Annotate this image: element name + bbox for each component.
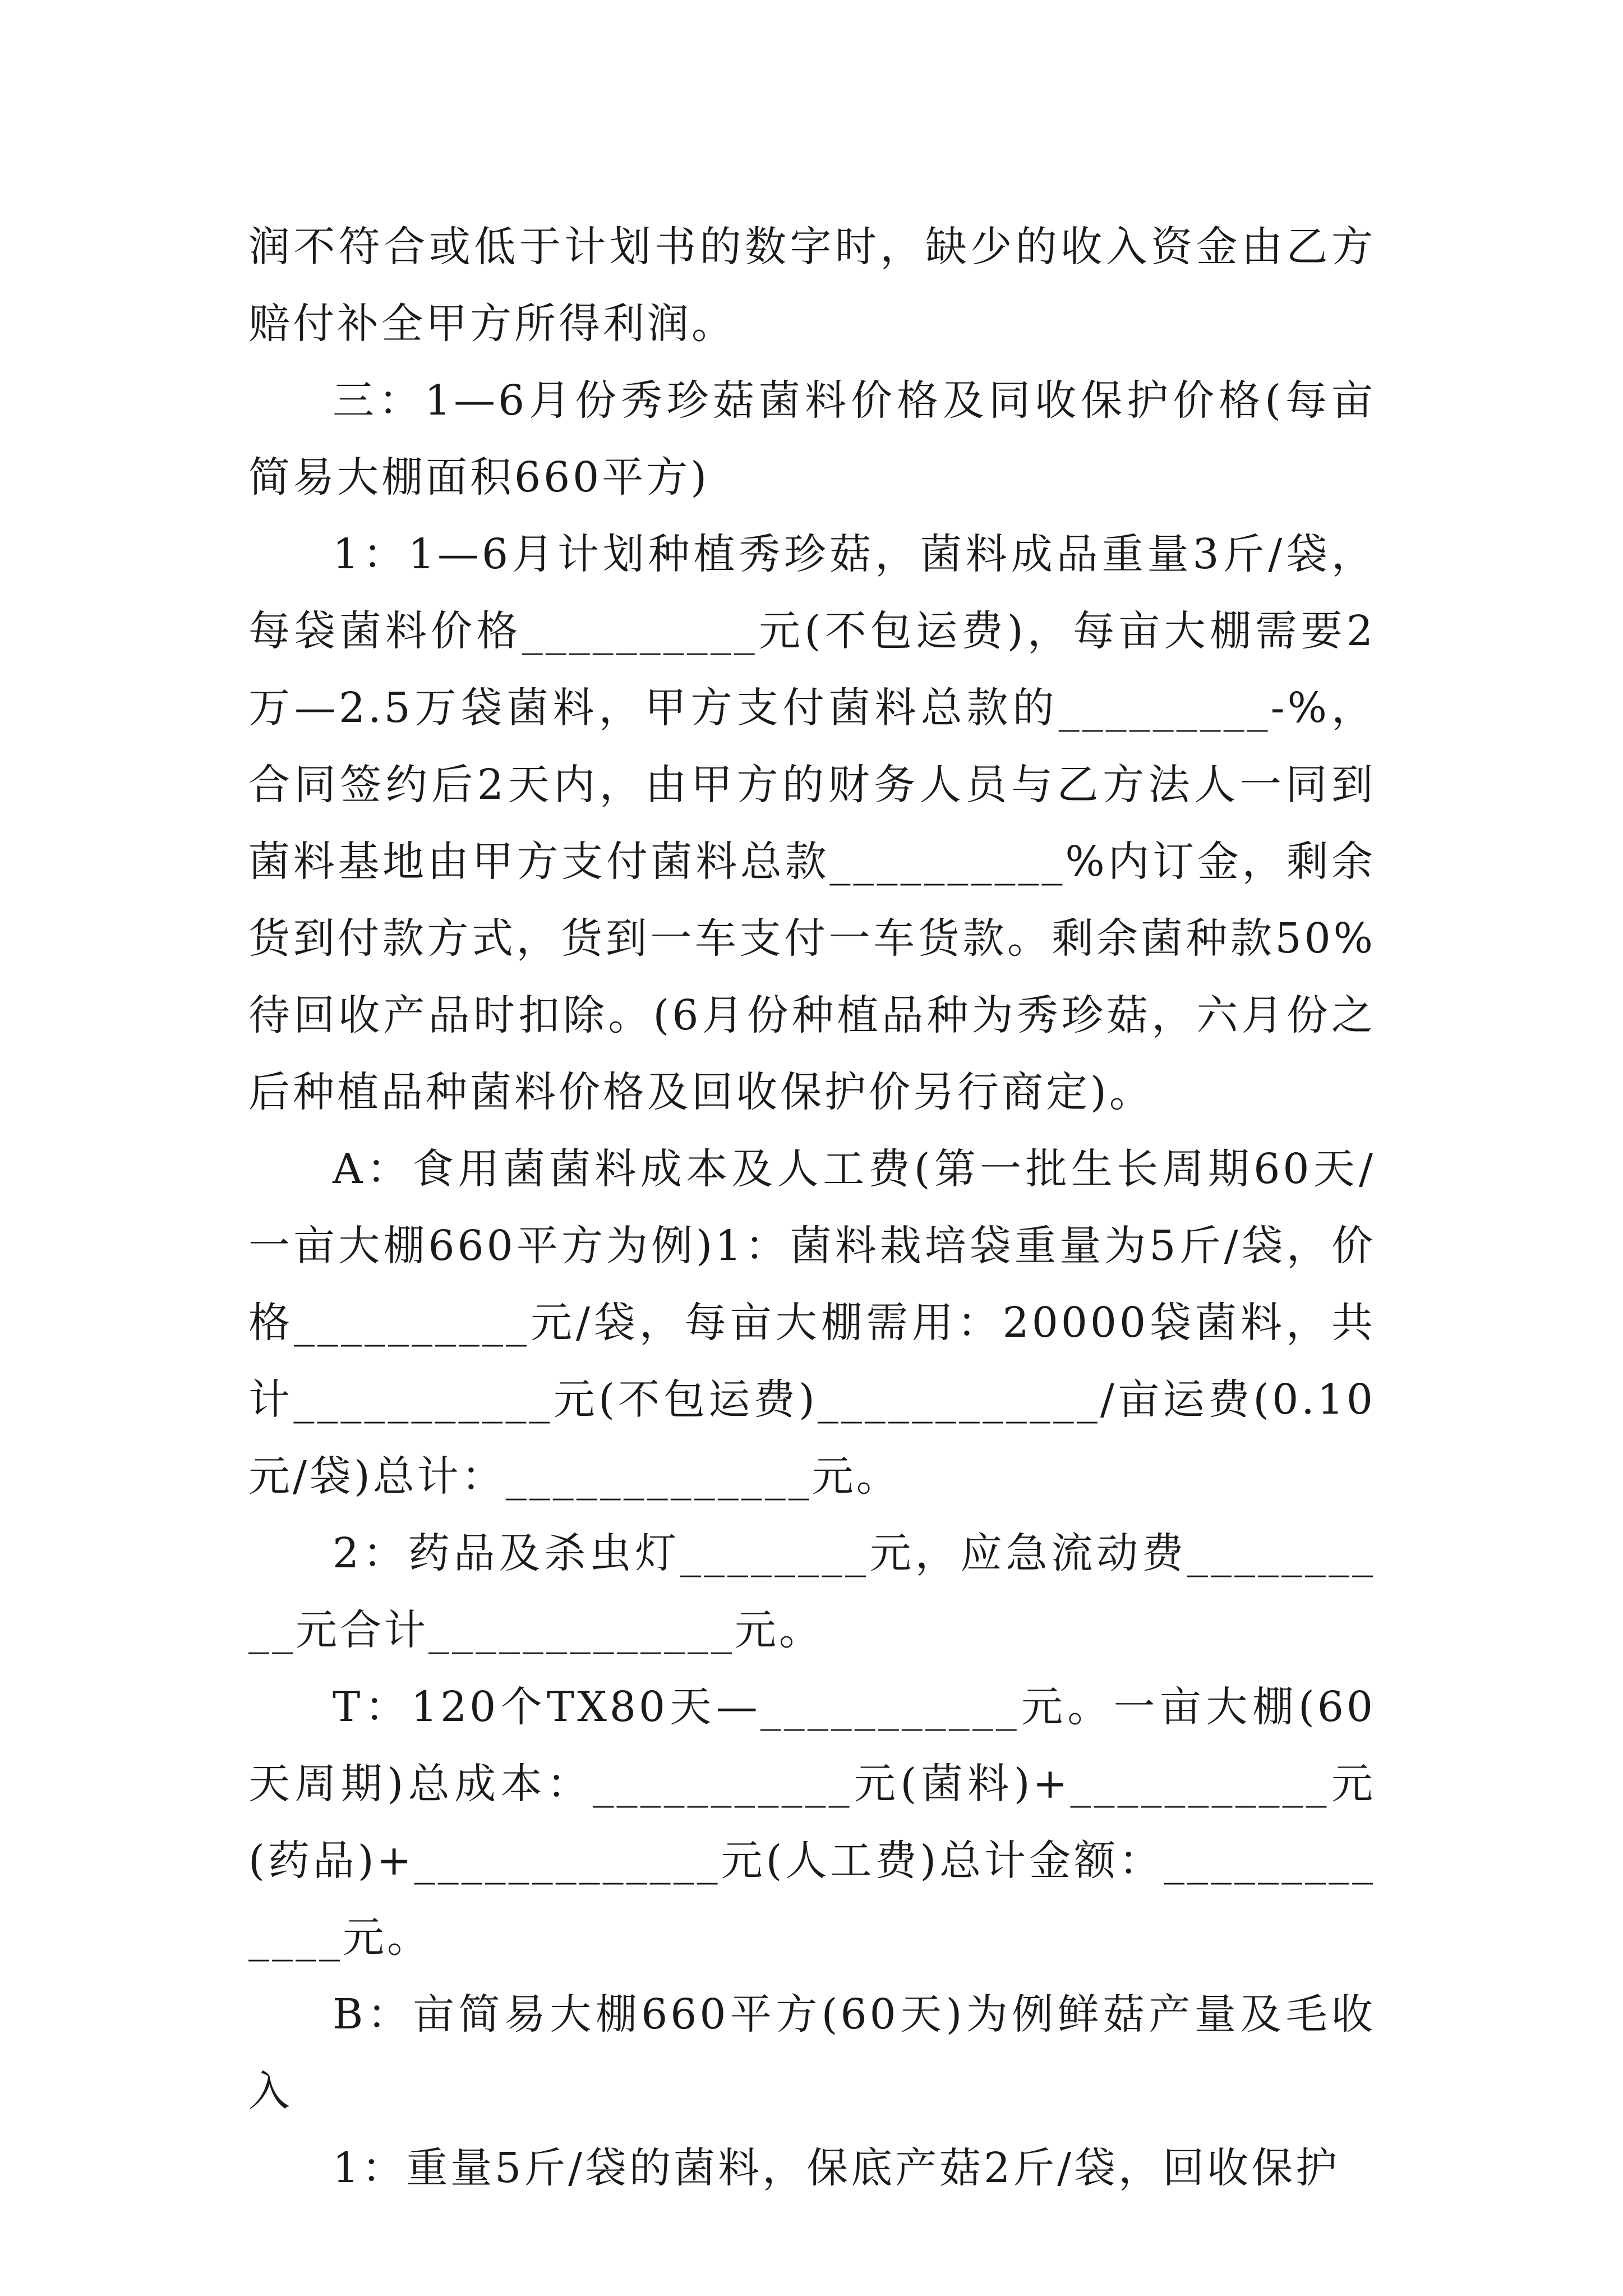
document-body [248, 209, 1376, 2207]
paragraph-6: T：120个TX80天—___________元。一亩大棚(60天周期)总成本：___________元(菌料)+___________元(药品)+_____________元(人工费)总计金额：_____________元。 [248, 1683, 1376, 1962]
paragraph-4: A：食用菌菌料成本及人工费(第一批生长周期60天/一亩大棚660平方为例)1：菌料栽培袋重量为5斤/袋，价格__________元/袋，每亩大棚需用：20000袋菌料，共计___________元(不包运费)____________/亩运费(0.10元/袋)总计：_____________元。 [248, 1145, 1376, 1501]
paragraph-3: 1：1—6月计划种植秀珍菇，菌料成品重量3斤/袋，每袋菌料价格__________元(不包运费)，每亩大棚需要2万—2.5万袋菌料，甲方支付菌料总款的_________-%，合同签约后2天内，由甲方的财务人员与乙方法人一同到菌料基地由甲方支付菌料总款__________%内订金，剩余货到付款方式，货到一车支付一车货款。剩余菌种款50%待回收产品时扣除。(6月份种植品种为秀珍菇，六月份之后种植品种菌料价格及回收保护价另行商定)。 [248, 530, 1376, 1116]
paragraph-5: 2：药品及杀虫灯________元，应急流动费__________元合计_____________元。 [248, 1529, 1376, 1654]
paragraph-8: 1：重量5斤/袋的菌料，保底产菇2斤/袋，回收保护 [333, 2144, 1340, 2192]
paragraph-2: 三：1—6月份秀珍菇菌料价格及同收保护价格(每亩简易大棚面积660平方) [248, 376, 1376, 501]
paragraph-1: 润不符合或低于计划书的数字时，缺少的收入资金由乙方赔付补全甲方所得利润。 [248, 223, 1376, 348]
paragraph-7: B：亩简易大棚660平方(60天)为例鲜菇产量及毛收入 [248, 1990, 1376, 2115]
